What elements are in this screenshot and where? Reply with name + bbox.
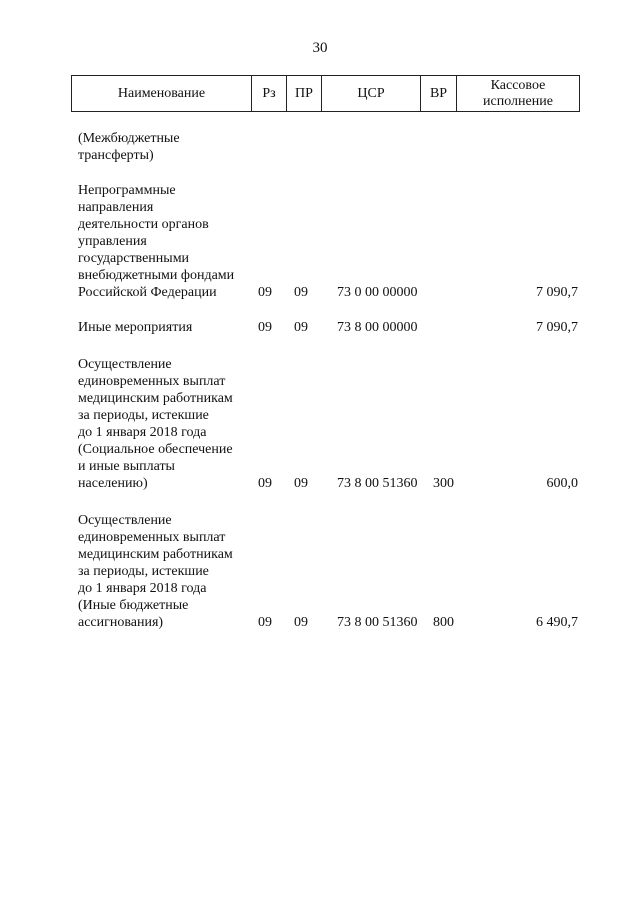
row-name-line: ассигнования) (78, 615, 164, 630)
row-name-line: Непрограммные (78, 183, 176, 198)
row-name-line: управления (78, 234, 147, 249)
column-header-cash-execution-line1: Кассовое (490, 77, 546, 93)
row-name (78, 319, 258, 336)
row-name (78, 356, 258, 492)
row-pr: 09 (294, 476, 308, 491)
row-name-line: населению) (78, 476, 148, 491)
row-pr: 09 (294, 320, 308, 335)
table-row (0, 512, 640, 631)
table-row (0, 130, 640, 164)
row-rz: 09 (258, 476, 272, 491)
row-rz: 09 (258, 615, 272, 630)
table-row (0, 356, 640, 492)
row-name-line: (Социальное обеспечение (78, 442, 233, 457)
column-header-rz: Рз (252, 76, 287, 112)
row-amount: 7 090,7 (536, 320, 578, 335)
column-header-pr: ПР (287, 76, 322, 112)
row-name-line: трансферты) (78, 148, 154, 163)
table-row (0, 319, 640, 336)
row-amount: 6 490,7 (536, 615, 578, 630)
page-number: 30 (312, 40, 328, 56)
row-name-line: Иные мероприятия (78, 320, 193, 335)
column-header-vr: ВР (421, 76, 457, 112)
column-header-csr: ЦСР (322, 76, 421, 112)
row-name (78, 130, 258, 164)
table-row (0, 182, 640, 301)
row-name-line: направления (78, 200, 154, 215)
row-pr: 09 (294, 615, 308, 630)
row-amount: 600,0 (546, 476, 578, 491)
row-name-line: (Межбюджетные (78, 131, 180, 146)
row-csr: 73 8 00 00000 (337, 320, 418, 335)
row-name-line: государственными (78, 251, 190, 266)
row-name-line: до 1 января 2018 года (78, 581, 207, 596)
row-csr: 73 0 00 00000 (337, 285, 418, 300)
column-header-name: Наименование (72, 76, 252, 112)
row-name-line: медицинским работникам (78, 391, 233, 406)
row-rz: 09 (258, 320, 272, 335)
row-name-line: (Иные бюджетные (78, 598, 189, 613)
row-name-line: Осуществление (78, 357, 172, 372)
row-vr: 300 (433, 476, 454, 491)
row-name-line: медицинским работникам (78, 547, 233, 562)
row-name-line: и иные выплаты (78, 459, 175, 474)
row-csr: 73 8 00 51360 (337, 615, 418, 630)
row-pr: 09 (294, 285, 308, 300)
row-name-line: за периоды, истекшие (78, 408, 209, 423)
row-name (78, 182, 258, 301)
row-name-line: деятельности органов (78, 217, 209, 232)
row-name-line: единовременных выплат (78, 530, 226, 545)
column-header-cash-execution-line2: исполнение (483, 93, 553, 109)
row-name (78, 512, 258, 631)
row-vr: 800 (433, 615, 454, 630)
row-csr: 73 8 00 51360 (337, 476, 418, 491)
row-name-line: единовременных выплат (78, 374, 226, 389)
row-name-line: до 1 января 2018 года (78, 425, 207, 440)
row-name-line: Российской Федерации (78, 285, 217, 300)
row-name-line: внебюджетными фондами (78, 268, 235, 283)
row-name-line: Осуществление (78, 513, 172, 528)
row-rz: 09 (258, 285, 272, 300)
row-name-line: за периоды, истекшие (78, 564, 209, 579)
row-amount: 7 090,7 (536, 285, 578, 300)
